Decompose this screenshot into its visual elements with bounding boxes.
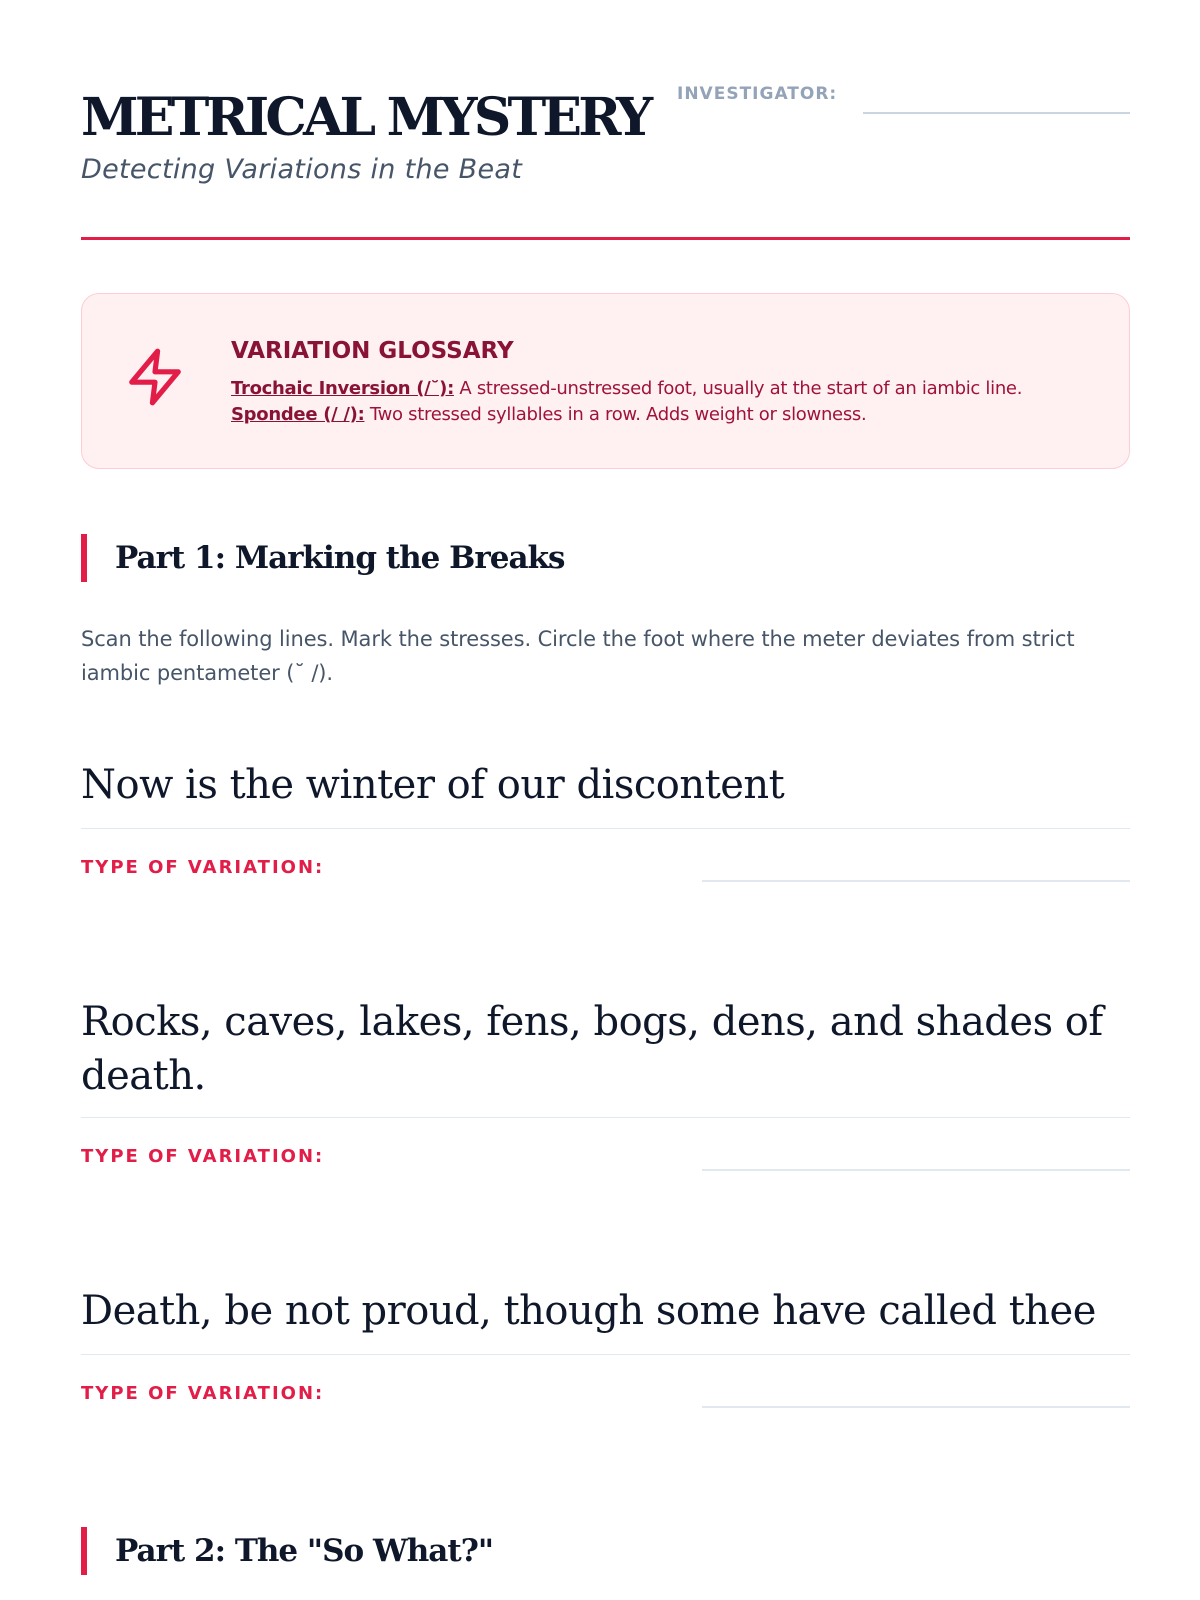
poem-line: Now is the winter of our discontent bbox=[81, 762, 785, 808]
part1-section-heading bbox=[81, 534, 1130, 582]
poem-line: Rocks, caves, lakes, fens, bogs, dens, and shades of death. bbox=[81, 999, 1103, 1099]
variation-answer-field[interactable] bbox=[702, 1406, 1130, 1408]
variation-glossary-box bbox=[81, 293, 1130, 469]
line-divider bbox=[81, 1354, 1130, 1355]
section-accent-bar bbox=[81, 1527, 87, 1575]
worksheet-subtitle: Detecting Variations in the Beat bbox=[81, 154, 523, 185]
variation-type-label: TYPE OF VARIATION: bbox=[81, 1383, 325, 1404]
glossary-term: Spondee (/ /): bbox=[231, 404, 365, 425]
variation-answer-field[interactable] bbox=[702, 880, 1130, 882]
header-divider bbox=[81, 237, 1130, 240]
worksheet-page bbox=[81, 0, 1130, 1600]
glossary-definition-trochaic bbox=[231, 378, 1022, 399]
glossary-title: VARIATION GLOSSARY bbox=[231, 338, 514, 364]
variation-type-label: TYPE OF VARIATION: bbox=[81, 1146, 325, 1167]
glossary-term: Trochaic Inversion (/˘): bbox=[231, 378, 454, 399]
variation-answer-field[interactable] bbox=[702, 1169, 1130, 1171]
investigator-name-field[interactable] bbox=[863, 112, 1130, 114]
glossary-definition-text: Two stressed syllables in a row. Adds weight or slowness. bbox=[364, 404, 867, 425]
lightning-bolt-icon bbox=[124, 344, 186, 410]
section-accent-bar bbox=[81, 534, 87, 582]
glossary-definition-text: A stressed-unstressed foot, usually at the start of an iambic line. bbox=[453, 378, 1023, 399]
investigator-label: INVESTIGATOR: bbox=[677, 84, 838, 104]
line-divider bbox=[81, 1117, 1130, 1118]
worksheet-title: METRICAL MYSTERY bbox=[81, 87, 650, 148]
part1-title: Part 1: Marking the Breaks bbox=[115, 540, 565, 576]
part2-title: Part 2: The "So What?" bbox=[115, 1533, 494, 1569]
line-divider bbox=[81, 828, 1130, 829]
part1-instructions: Scan the following lines. Mark the stresses. Circle the foot where the meter deviates from strict iambic pentameter (˘ /). bbox=[81, 627, 1075, 685]
glossary-definition-spondee bbox=[231, 404, 866, 425]
variation-type-label: TYPE OF VARIATION: bbox=[81, 857, 325, 878]
part2-section-heading bbox=[81, 1527, 1130, 1575]
poem-line: Death, be not proud, though some have called thee bbox=[81, 1288, 1096, 1334]
worksheet-header bbox=[81, 80, 1130, 240]
